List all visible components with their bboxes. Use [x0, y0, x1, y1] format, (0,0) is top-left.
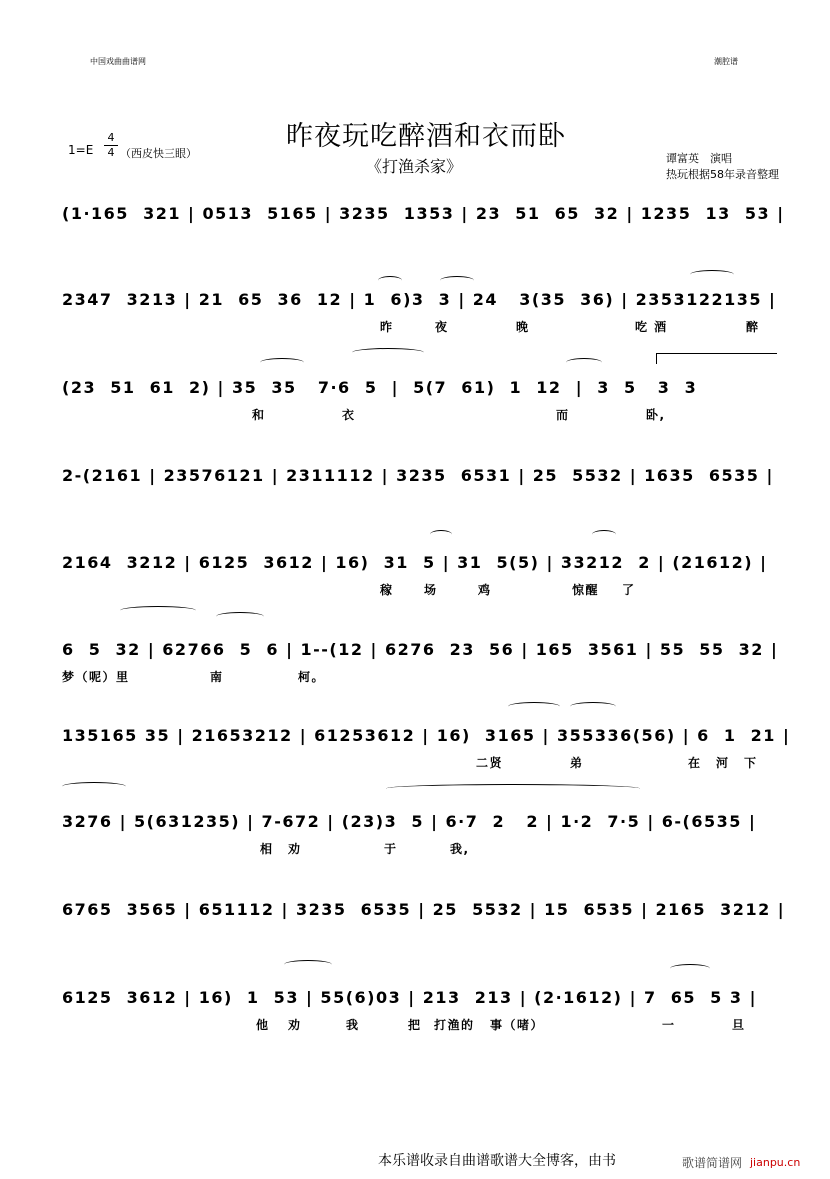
lyric: 吃 酒 — [635, 320, 668, 334]
category-header: 潮腔谱 — [714, 57, 738, 66]
lyric: 昨 — [380, 320, 394, 334]
time-signature — [104, 132, 118, 159]
lyric: 事（啫） — [490, 1018, 545, 1032]
footer-text: 本乐谱收录自曲谱歌谱大全博客，由书 — [378, 1153, 616, 1169]
score-line-10 — [62, 988, 782, 1032]
meter-bottom: 4 — [107, 146, 115, 159]
lyric: 鸡 — [478, 583, 492, 597]
score-line-2 — [62, 290, 782, 334]
lyric: 场 — [424, 583, 438, 597]
lyric: 我 — [346, 1018, 360, 1032]
lyric: 衣 — [342, 408, 356, 422]
credit-arranger: 热玩根据58年录音整理 — [666, 168, 779, 181]
notes: 6 5 32 | 62766 5 6 | 1--(12 | 6276 23 56 | 165 3561 | 55 55 32 | — [62, 640, 779, 659]
lyric: 于 — [384, 842, 398, 856]
lyric: 而 — [556, 408, 570, 422]
score-line-8 — [62, 812, 782, 856]
lyric: 惊醒 — [572, 583, 600, 597]
lyric: 夜 — [435, 320, 449, 334]
slur-mark — [352, 348, 424, 357]
slur-mark — [62, 782, 126, 791]
lyric: 弟 — [570, 756, 584, 770]
slur-mark — [216, 612, 264, 621]
score-line-3 — [62, 378, 782, 422]
notes: (23 51 61 2) | 35 35 7·6 5 | 5(7 61) 1 12 | 3 5 3 3 — [62, 378, 698, 397]
slur-mark — [508, 702, 560, 711]
lyric: 劝 — [288, 842, 302, 856]
watermark-url: jianpu.cn — [750, 1156, 801, 1169]
score-line-5 — [62, 553, 782, 597]
lyric: 劝 — [288, 1018, 302, 1032]
site-header: 中国戏曲曲谱网 — [90, 57, 146, 66]
notes: 6765 3565 | 651112 | 3235 6535 | 25 5532 | 15 6535 | 2165 3212 | — [62, 900, 786, 919]
notes: 3276 | 5(631235) | 7-672 | (23)3 5 | 6·7 2 2 | 1·2 7·5 | 6-(6535 | — [62, 812, 757, 831]
lyric: 了 — [622, 583, 636, 597]
lyric: 他 — [256, 1018, 270, 1032]
notes: 2347 3213 | 21 65 36 12 | 1 6)3 3 | 24 3(35 36) | 2353122135 | — [62, 290, 777, 309]
lyric: 下 — [744, 756, 758, 770]
slur-mark — [284, 960, 332, 969]
slur-mark — [378, 276, 402, 285]
key-signature: 1=E — [68, 143, 94, 157]
slur-mark — [690, 270, 734, 279]
notes: 135165 35 | 21653212 | 61253612 | 16) 3165 | 355336(56) | 6 1 21 | — [62, 726, 791, 745]
slur-mark — [120, 606, 196, 615]
lyric: 我, — [450, 842, 470, 856]
score-line-1 — [62, 204, 785, 228]
score-line-4 — [62, 466, 782, 490]
notes: (1·165 321 | 0513 5165 | 3235 1353 | 23 51 65 32 | 1235 13 53 | — [62, 204, 785, 223]
lyric: 旦 — [732, 1018, 746, 1032]
credit-singer: 谭富英 演唱 — [666, 152, 732, 165]
slur-mark — [566, 358, 602, 367]
lyric: 把 — [408, 1018, 422, 1032]
lyric: 柯。 — [298, 670, 326, 684]
slur-mark — [260, 358, 304, 367]
lyric: 河 — [716, 756, 730, 770]
repeat-bracket — [656, 353, 777, 364]
lyric: 醉 — [746, 320, 760, 334]
notes: 2164 3212 | 6125 3612 | 16) 31 5 | 31 5(5) | 33212 2 | (21612) | — [62, 553, 768, 572]
page-title: 昨夜玩吃醉酒和衣而卧 — [286, 121, 566, 152]
lyric: 相 — [260, 842, 274, 856]
slur-mark — [592, 530, 616, 539]
notes: 6125 3612 | 16) 1 53 | 55(6)03 | 213 213 | (2·1612) | 7 65 5 3 | — [62, 988, 757, 1007]
page-subtitle: 《打渔杀家》 — [366, 157, 463, 176]
notes: 2-(2161 | 23576121 | 2311112 | 3235 6531 | 25 5532 | 1635 6535 | — [62, 466, 774, 485]
watermark-text: 歌谱简谱网 — [682, 1156, 743, 1170]
lyric: 打渔的 — [434, 1018, 475, 1032]
lyric: 卧, — [646, 408, 666, 422]
slur-mark — [440, 276, 474, 285]
lyric: 南 — [210, 670, 224, 684]
lyric: 二贤 — [476, 756, 504, 770]
score-line-6 — [62, 640, 782, 684]
lyric: 在 — [688, 756, 702, 770]
score-line-7 — [62, 726, 791, 770]
tempo-style: （西皮快三眼） — [120, 147, 197, 160]
meter-top: 4 — [107, 131, 115, 144]
slur-mark — [670, 964, 710, 973]
slur-mark — [570, 702, 616, 711]
lyric: 梦（呢）里 — [62, 670, 130, 684]
slur-mark — [386, 784, 640, 793]
lyric: 晚 — [516, 320, 530, 334]
slur-mark — [430, 530, 452, 539]
score-line-9 — [62, 900, 786, 924]
lyric: 稼 — [380, 583, 394, 597]
lyric: 和 — [252, 408, 266, 422]
lyric: 一 — [662, 1018, 676, 1032]
